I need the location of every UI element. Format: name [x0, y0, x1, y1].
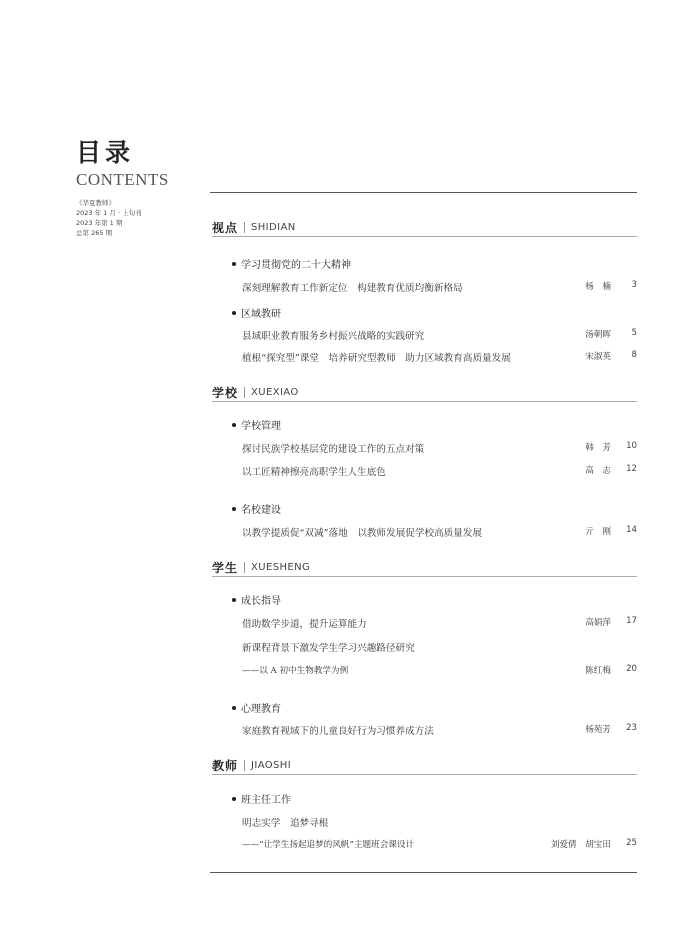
section-separator — [244, 222, 245, 233]
toc-entry[interactable] — [212, 616, 637, 632]
toc-entry-continued[interactable] — [212, 664, 637, 680]
page-number: 20 — [626, 664, 637, 674]
issue-number: 2023 年第 1 期 — [76, 219, 123, 227]
article-title: 探讨民族学校基层党的建设工作的五点对策 — [242, 444, 425, 455]
bullet-icon — [232, 423, 236, 427]
page-number: 12 — [626, 464, 637, 474]
article-author: 杨苑芳 — [585, 725, 611, 735]
article-author: 韩 芳 — [585, 443, 611, 453]
article-author: 汤朝晖 — [585, 330, 611, 340]
section-title-en: JIAOSHI — [251, 759, 292, 771]
category-heading: 班主任工作 — [232, 791, 532, 807]
article-author: 陈红梅 — [585, 666, 611, 676]
article-author: 高 志 — [585, 466, 611, 476]
category-heading: 名校建设 — [232, 501, 532, 517]
article-title: 以工匠精神擦亮高职学生人生底色 — [242, 467, 386, 478]
bottom-divider — [210, 872, 637, 873]
article-title: 县域职业教育服务乡村振兴战略的实践研究 — [242, 331, 425, 342]
page-number: 8 — [631, 350, 637, 360]
section-header — [212, 756, 637, 775]
article-author: 杨 楠 — [585, 282, 611, 292]
article-author: 高娟萍 — [585, 618, 611, 628]
section-title-cn: 学校 — [212, 385, 239, 400]
toc-entry[interactable] — [212, 723, 637, 739]
bullet-icon — [232, 598, 236, 602]
page-number: 14 — [626, 525, 637, 535]
bullet-icon — [232, 706, 236, 710]
section-title-en: XUESHENG — [251, 561, 311, 573]
bullet-icon — [232, 507, 236, 511]
issue-info — [76, 198, 186, 238]
section-jiaoshi — [212, 756, 637, 850]
bullet-icon — [232, 797, 236, 801]
article-subtitle: ——“让学生扬起追梦的风帆”主题班会课设计 — [242, 840, 415, 850]
page-title: 目录 — [76, 138, 135, 167]
section-xuesheng — [212, 558, 637, 737]
section-title-en: XUEXIAO — [251, 386, 299, 398]
toc-entry[interactable] — [212, 350, 637, 366]
category-heading: 成长指导 — [232, 592, 532, 608]
section-shidian — [212, 218, 637, 364]
page-number: 25 — [626, 838, 637, 848]
bullet-icon — [232, 262, 236, 266]
section-separator — [244, 387, 245, 398]
section-title-en: SHIDIAN — [251, 221, 296, 233]
article-title: 借助数学步道，提升运算能力 — [242, 619, 367, 630]
category-heading: 心理教育 — [232, 700, 532, 716]
toc-entry-continued[interactable] — [212, 838, 637, 854]
category-heading: 学校管理 — [232, 417, 532, 433]
toc-entry[interactable] — [212, 815, 637, 831]
article-title: 新课程背景下激发学生学习兴趣路径研究 — [242, 643, 415, 654]
total-issue: 总第 265 期 — [76, 229, 113, 237]
toc-entry[interactable] — [212, 525, 637, 541]
article-author: 宋淑英 — [585, 352, 611, 362]
category-heading: 学习贯彻党的二十大精神 — [232, 256, 532, 272]
article-title: 家庭教育视域下的儿童良好行为习惯养成方法 — [242, 726, 434, 737]
top-divider — [210, 192, 637, 193]
page-number: 17 — [626, 616, 637, 626]
section-header — [212, 558, 637, 577]
article-title: 深刻理解教育工作新定位 构建教育优质均衡新格局 — [242, 283, 463, 294]
article-author: 亓 刚 — [585, 527, 611, 537]
category-heading: 区域教研 — [232, 305, 532, 321]
article-subtitle: ——以 A 初中生物教学为例 — [242, 666, 349, 676]
article-title: 植根“探究型”课堂 培养研究型教师 助力区域教育高质量发展 — [242, 353, 511, 364]
page-subtitle: CONTENTS — [76, 170, 169, 189]
toc-entry[interactable] — [212, 640, 637, 656]
section-xuexiao — [212, 383, 637, 539]
page-number: 5 — [631, 328, 637, 338]
section-header — [212, 383, 637, 402]
section-separator — [244, 562, 245, 573]
toc-entry[interactable] — [212, 328, 637, 344]
article-title: 以教学提质促“双减”落地 以教师发展促学校高质量发展 — [242, 528, 483, 539]
page-number: 3 — [631, 280, 637, 290]
bullet-icon — [232, 311, 236, 315]
masthead — [76, 138, 186, 238]
journal-name: 《华夏教师》 — [76, 199, 115, 207]
toc-entry[interactable] — [212, 441, 637, 457]
page-number: 10 — [626, 441, 637, 451]
section-title-cn: 视点 — [212, 220, 239, 235]
article-author: 刘爱倩 胡宝田 — [550, 840, 611, 850]
section-separator — [244, 760, 245, 771]
section-header — [212, 218, 637, 237]
article-title: 明志实学 追梦寻根 — [242, 818, 329, 829]
issue-date: 2023 年 1 月 · 上旬刊 — [76, 209, 142, 217]
page-number: 23 — [626, 723, 637, 733]
toc-entry[interactable] — [212, 280, 637, 296]
section-title-cn: 教师 — [212, 758, 239, 773]
toc-entry[interactable] — [212, 464, 637, 480]
section-title-cn: 学生 — [212, 560, 239, 575]
